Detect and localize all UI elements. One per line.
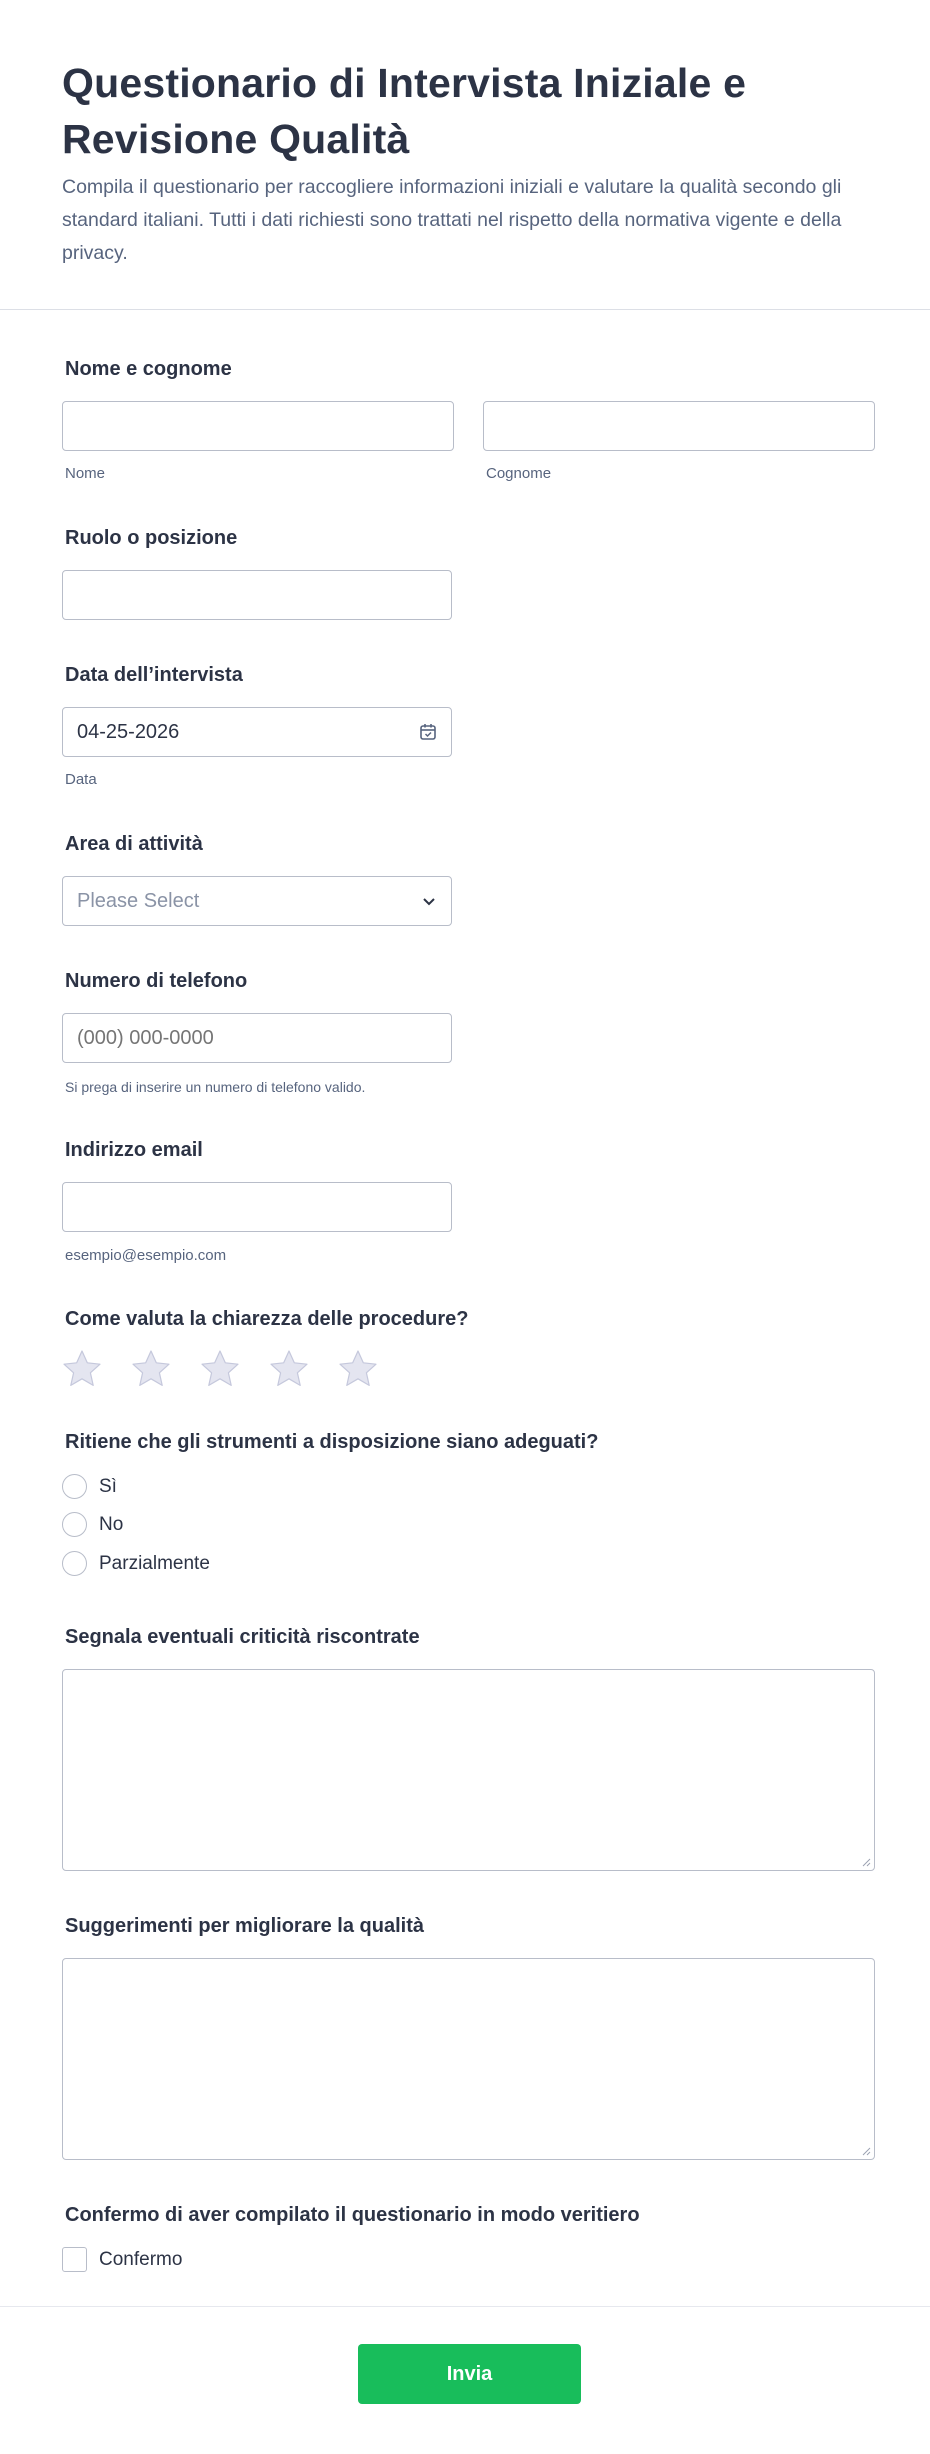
date-value: 04-25-2026 bbox=[77, 720, 180, 743]
email-input[interactable] bbox=[62, 1182, 452, 1232]
chevron-down-icon bbox=[421, 893, 437, 909]
name-label: Nome e cognome bbox=[65, 358, 232, 380]
first-name-sublabel: Nome bbox=[65, 465, 106, 482]
radio-si-label[interactable]: Sì bbox=[99, 1476, 117, 1497]
star-icon[interactable] bbox=[269, 1349, 309, 1389]
last-name-sublabel: Cognome bbox=[486, 465, 552, 482]
radio-si[interactable] bbox=[62, 1474, 87, 1499]
date-input[interactable] bbox=[62, 707, 452, 757]
submit-button[interactable]: Invia bbox=[358, 2344, 581, 2404]
form-header bbox=[0, 0, 930, 310]
star-icon[interactable] bbox=[200, 1349, 240, 1389]
calendar-icon[interactable] bbox=[419, 723, 437, 741]
role-input[interactable] bbox=[62, 570, 452, 620]
footer-divider bbox=[0, 2306, 930, 2307]
role-label: Ruolo o posizione bbox=[65, 527, 238, 549]
resize-grip-icon[interactable] bbox=[861, 2146, 871, 2156]
issues-label: Segnala eventuali criticità riscontrate bbox=[65, 1626, 420, 1648]
date-label: Data dell’intervista bbox=[65, 664, 243, 686]
issues-textarea[interactable] bbox=[62, 1669, 875, 1871]
phone-sublabel: Si prega di inserire un numero di telefono valido. bbox=[65, 1079, 366, 1095]
tools-label: Ritiene che gli strumenti a disposizione siano adeguati? bbox=[65, 1431, 599, 1453]
first-name-input[interactable] bbox=[62, 401, 454, 451]
confirm-label: Confermo di aver compilato il questionario in modo veritiero bbox=[65, 2204, 640, 2226]
radio-parzialmente[interactable] bbox=[62, 1551, 87, 1576]
phone-label: Numero di telefono bbox=[65, 970, 248, 992]
form-body bbox=[0, 310, 930, 2454]
area-select[interactable] bbox=[62, 876, 452, 926]
phone-input[interactable] bbox=[62, 1013, 452, 1063]
date-sublabel: Data bbox=[65, 771, 97, 788]
rating-label: Come valuta la chiarezza delle procedure? bbox=[65, 1308, 469, 1330]
form-title: Questionario di Intervista Iniziale e Revisione Qualità bbox=[62, 60, 747, 162]
area-label: Area di attività bbox=[65, 833, 203, 855]
suggestions-textarea[interactable] bbox=[62, 1958, 875, 2160]
area-placeholder: Please Select bbox=[77, 889, 200, 912]
last-name-input[interactable] bbox=[483, 401, 875, 451]
confirm-checkbox[interactable] bbox=[62, 2247, 87, 2272]
star-icon[interactable] bbox=[338, 1349, 378, 1389]
email-label: Indirizzo email bbox=[65, 1139, 203, 1161]
suggestions-label: Suggerimenti per migliorare la qualità bbox=[65, 1915, 424, 1937]
radio-no-label[interactable]: No bbox=[99, 1514, 124, 1535]
email-sublabel: esempio@esempio.com bbox=[65, 1247, 227, 1264]
radio-no[interactable] bbox=[62, 1512, 87, 1537]
star-icon[interactable] bbox=[131, 1349, 171, 1389]
resize-grip-icon[interactable] bbox=[861, 1857, 871, 1867]
star-icon[interactable] bbox=[62, 1349, 102, 1389]
radio-parzialmente-label[interactable]: Parzialmente bbox=[99, 1553, 210, 1574]
confirm-checkbox-label[interactable]: Confermo bbox=[99, 2249, 183, 2270]
form-description: Compila il questionario per raccogliere informazioni iniziali e valutare la qualità secondo gli standard italiani. Tutti i dati richiesti sono trattati nel rispetto della normativa vigente e della privacy. bbox=[62, 176, 842, 264]
